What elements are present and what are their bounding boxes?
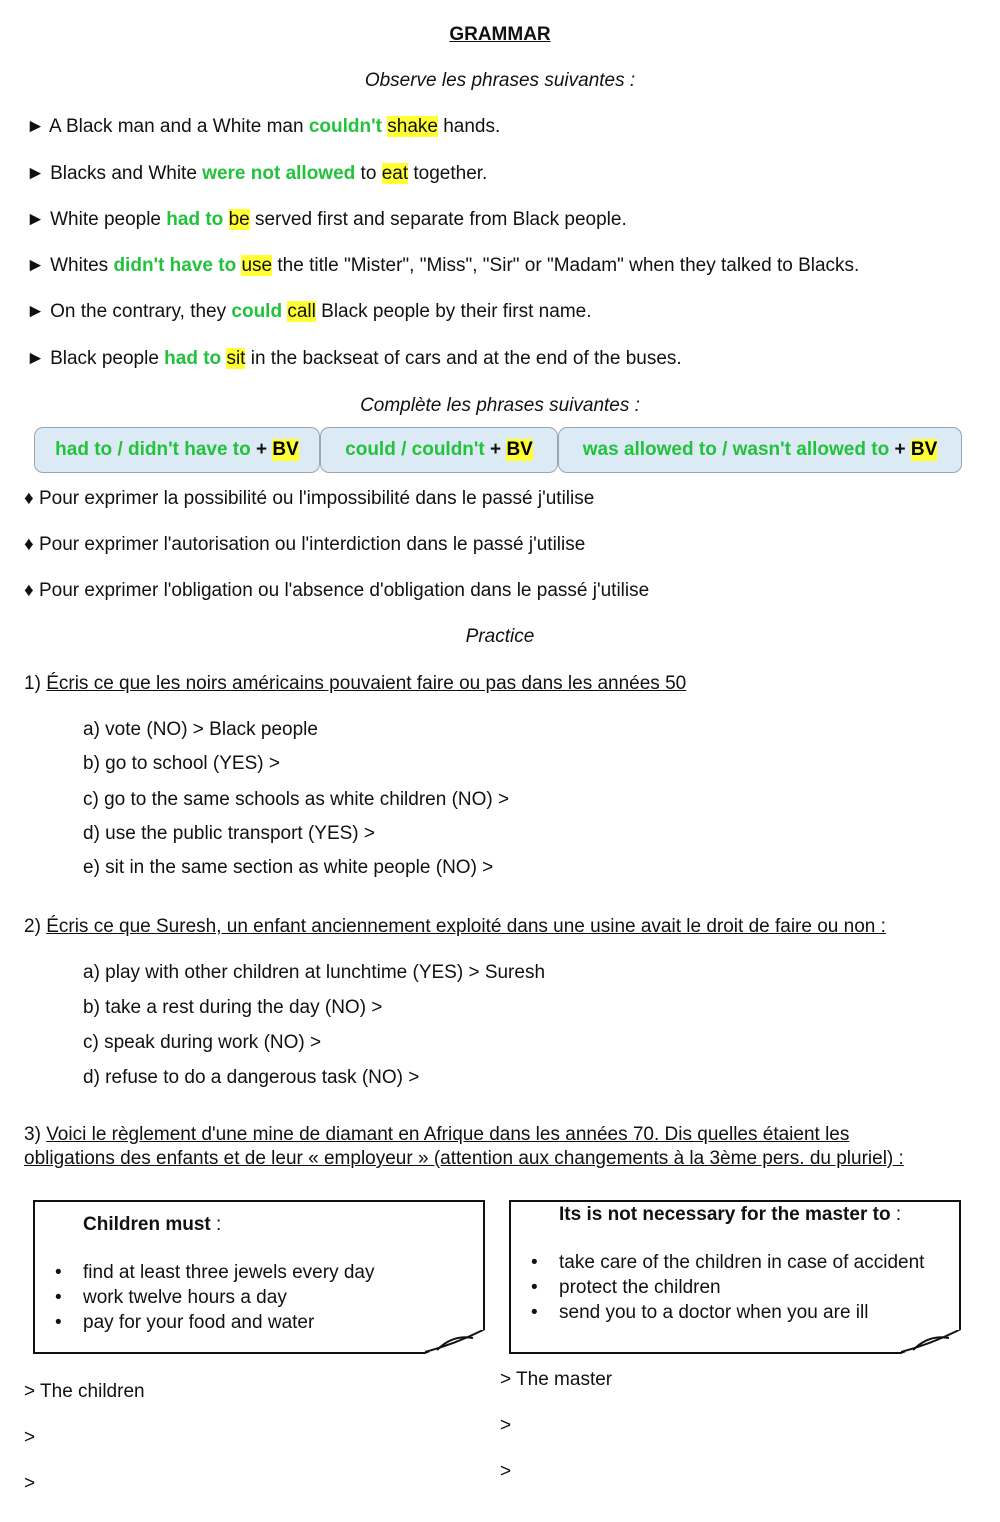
exercise-item: d) use the public transport (YES) > bbox=[83, 823, 376, 844]
base-verb: sit bbox=[226, 348, 246, 369]
base-verb: be bbox=[228, 209, 250, 230]
exercise-3-instruction: 3) Voici le règlement d'une mine de diamant en Afrique dans les années 70. Dis quelles étaient les bbox=[24, 1124, 850, 1145]
modal-verb: couldn't bbox=[308, 116, 382, 137]
exercise-item: c) go to the same schools as white children (NO) > bbox=[83, 789, 510, 810]
example-sentence: ► On the contrary, they could call Black people by their first name. bbox=[26, 301, 592, 322]
master-answer-line: > bbox=[500, 1461, 512, 1482]
list-item: • find at least three jewels every day bbox=[83, 1260, 375, 1285]
choice-could[interactable]: could / couldn't + BV bbox=[320, 427, 558, 473]
children-box-heading: Children must : bbox=[83, 1214, 222, 1235]
rule-permission: ♦ Pour exprimer l'autorisation ou l'interdiction dans le passé j'utilise bbox=[24, 534, 586, 555]
practice-heading: Practice bbox=[465, 626, 535, 647]
example-sentence: ► White people had to be served first and separate from Black people. bbox=[26, 209, 627, 230]
exercise-item: d) refuse to do a dangerous task (NO) > bbox=[83, 1067, 420, 1088]
exercise-item: a) play with other children at lunchtime (YES) > Suresh bbox=[83, 962, 546, 983]
modal-verb: could bbox=[231, 301, 283, 322]
rule-possibility: ♦ Pour exprimer la possibilité ou l'impossibilité dans le passé j'utilise bbox=[24, 488, 595, 509]
exercise-item: a) vote (NO) > Black people bbox=[83, 719, 318, 740]
modal-verb: had to bbox=[166, 209, 224, 230]
list-item: • pay for your food and water bbox=[83, 1310, 375, 1335]
base-verb: call bbox=[287, 301, 316, 322]
base-verb: use bbox=[241, 255, 273, 276]
base-verb: eat bbox=[381, 163, 409, 184]
list-item: • protect the children bbox=[559, 1275, 924, 1300]
modal-verb: had to bbox=[164, 348, 222, 369]
exercise-item: c) speak during work (NO) > bbox=[83, 1032, 322, 1053]
exercise-2-instruction: 2) Écris ce que Suresh, un enfant anciennement exploité dans une usine avait le droit de faire ou non : bbox=[24, 916, 886, 937]
exercise-item: b) take a rest during the day (NO) > bbox=[83, 997, 383, 1018]
modal-verb: didn't have to bbox=[113, 255, 237, 276]
exercise-1-instruction: 1) Écris ce que les noirs américains pouvaient faire ou pas dans les années 50 bbox=[24, 673, 687, 694]
observe-heading: Observe les phrases suivantes : bbox=[364, 70, 636, 91]
page-curl-icon bbox=[901, 1330, 961, 1354]
base-verb: shake bbox=[387, 116, 438, 137]
page-title: GRAMMAR bbox=[449, 24, 551, 45]
example-sentence: ► Whites didn't have to use the title "Mister", "Miss", "Sir" or "Madam" when they talked to Blacks. bbox=[26, 255, 860, 276]
list-item: • take care of the children in case of accident bbox=[559, 1250, 924, 1275]
complete-heading: Complète les phrases suivantes : bbox=[360, 395, 640, 416]
choice-had-to[interactable]: had to / didn't have to + BV bbox=[34, 427, 320, 473]
children-rules-box bbox=[33, 1200, 485, 1354]
exercise-item: e) sit in the same section as white people (NO) > bbox=[83, 857, 494, 878]
children-answer-line: > bbox=[24, 1427, 36, 1448]
list-item: • work twelve hours a day bbox=[83, 1285, 375, 1310]
page-curl-icon bbox=[425, 1330, 485, 1354]
choice-bar bbox=[34, 427, 962, 475]
master-answer-line: > The master bbox=[500, 1369, 613, 1390]
master-rules-box bbox=[509, 1200, 961, 1354]
exercise-item: b) go to school (YES) > bbox=[83, 753, 280, 774]
children-answer-line: > bbox=[24, 1473, 36, 1494]
children-answer-line: > The children bbox=[24, 1381, 145, 1402]
rule-obligation: ♦ Pour exprimer l'obligation ou l'absence d'obligation dans le passé j'utilise bbox=[24, 580, 650, 601]
example-sentence: ► Blacks and White were not allowed to eat together. bbox=[26, 163, 488, 184]
choice-was-allowed[interactable]: was allowed to / wasn't allowed to + BV bbox=[558, 427, 962, 473]
example-sentence: ► Black people had to sit in the backseat of cars and at the end of the buses. bbox=[26, 348, 682, 369]
list-item: • send you to a doctor when you are ill bbox=[559, 1300, 924, 1325]
master-box-heading: Its is not necessary for the master to : bbox=[559, 1204, 902, 1225]
example-sentence: ► A Black man and a White man couldn't shake hands. bbox=[26, 116, 501, 137]
exercise-3-instruction-cont: obligations des enfants et de leur « employeur » (attention aux changements à la 3ème pers. du pluriel) : bbox=[24, 1148, 904, 1169]
modal-verb: were not allowed bbox=[202, 163, 356, 184]
master-answer-line: > bbox=[500, 1415, 512, 1436]
